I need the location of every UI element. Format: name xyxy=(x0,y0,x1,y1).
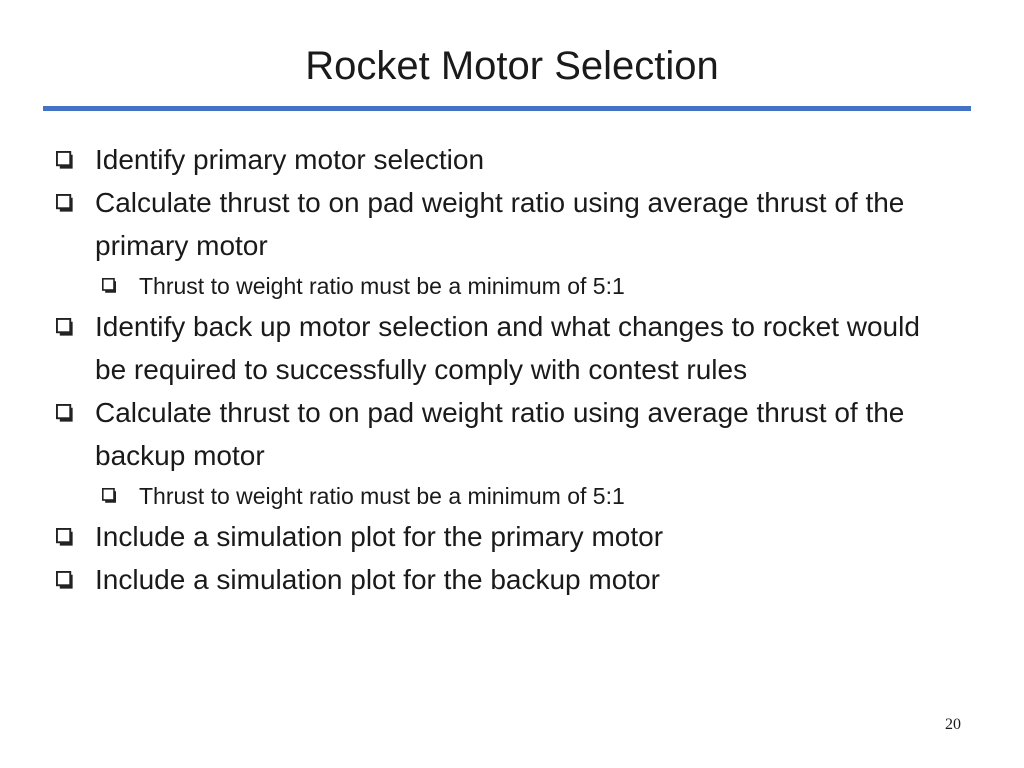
sub-bullet-item xyxy=(102,477,956,515)
bullet-item xyxy=(56,515,956,558)
bullet-text: Calculate thrust to on pad weight ratio using average thrust of the primary motor xyxy=(95,187,905,261)
checkbox-icon xyxy=(56,151,75,170)
checkbox-icon xyxy=(102,278,118,294)
bullet-list xyxy=(56,138,956,601)
bullet-text: Thrust to weight ratio must be a minimum of 5:1 xyxy=(139,273,625,299)
bullet-item xyxy=(56,391,956,477)
bullet-text: Calculate thrust to on pad weight ratio using average thrust of the backup motor xyxy=(95,397,905,471)
checkbox-icon xyxy=(56,194,75,213)
title-divider xyxy=(43,106,971,111)
checkbox-icon xyxy=(56,318,75,337)
checkbox-icon xyxy=(56,404,75,423)
bullet-text: Include a simulation plot for the primary motor xyxy=(95,521,664,552)
checkbox-icon xyxy=(102,488,118,504)
bullet-item xyxy=(56,181,956,267)
bullet-item xyxy=(56,305,956,391)
slide-title: Rocket Motor Selection xyxy=(305,44,719,88)
bullet-text: Identify primary motor selection xyxy=(95,144,485,175)
bullet-text: Thrust to weight ratio must be a minimum of 5:1 xyxy=(139,483,625,509)
bullet-text: Include a simulation plot for the backup motor xyxy=(95,564,660,595)
page-number: 20 xyxy=(945,716,961,733)
checkbox-icon xyxy=(56,571,75,590)
bullet-text: Identify back up motor selection and what changes to rocket would be required to successfully comply with contest rules xyxy=(95,311,920,385)
bullet-item xyxy=(56,138,956,181)
bullet-item xyxy=(56,558,956,601)
sub-bullet-item xyxy=(102,267,956,305)
checkbox-icon xyxy=(56,528,75,547)
